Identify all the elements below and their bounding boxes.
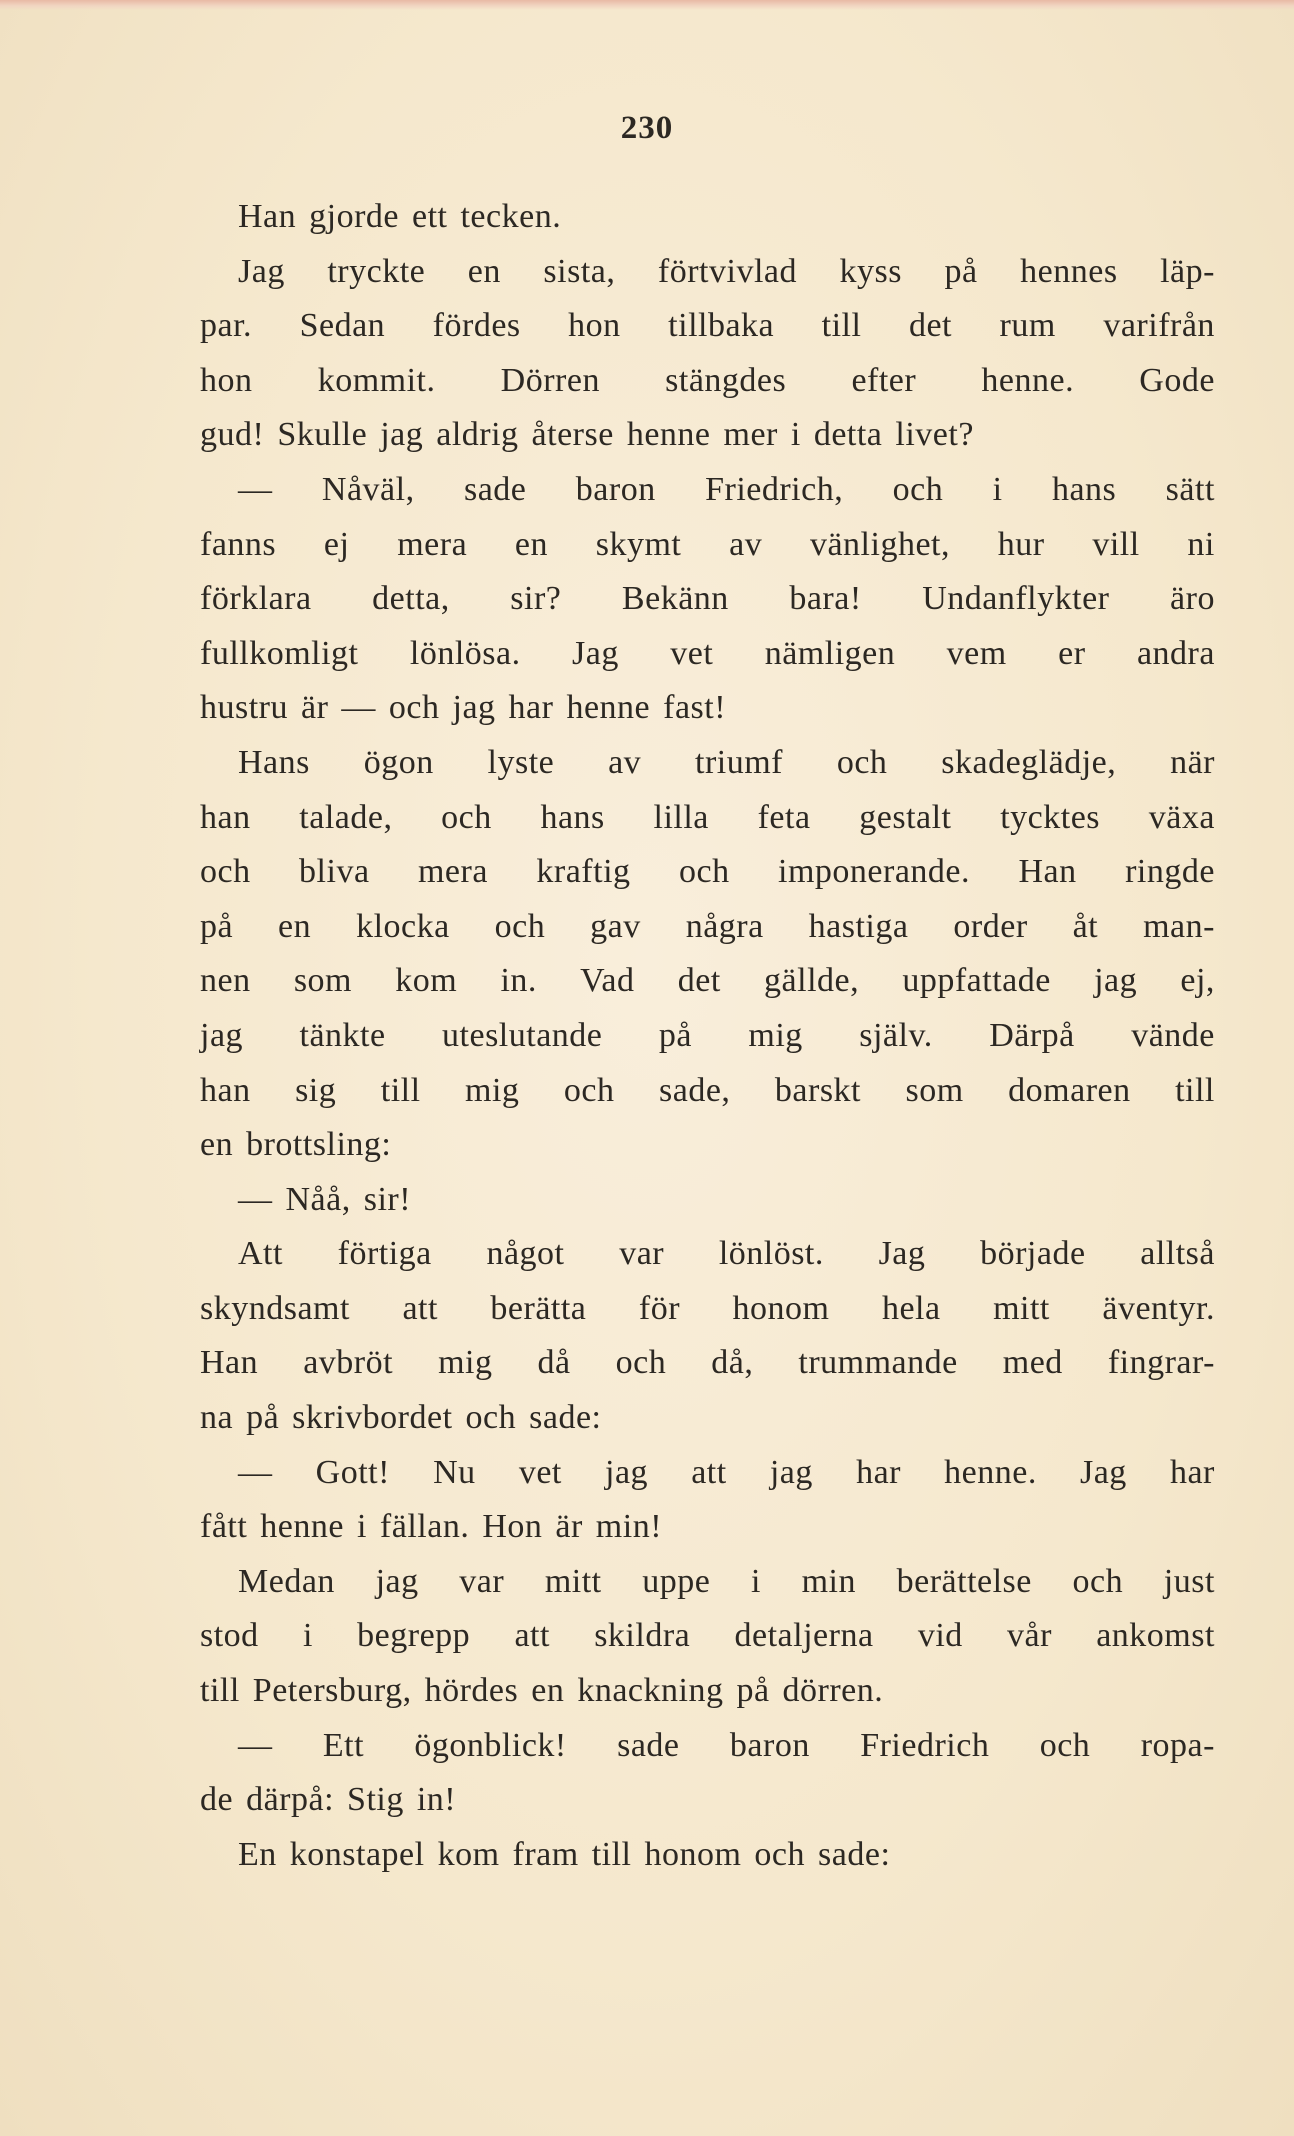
word: lilla	[653, 798, 709, 836]
word: ringde	[1125, 853, 1215, 891]
text-line	[200, 1009, 1215, 1064]
word: sade,	[659, 1071, 731, 1109]
word: tryckte	[327, 252, 426, 290]
word: sig	[295, 1071, 337, 1109]
word: ni	[1187, 525, 1215, 563]
word: baron	[729, 1726, 810, 1764]
word: det	[677, 962, 721, 1000]
word: och	[1072, 1562, 1124, 1600]
word: mig	[748, 1016, 803, 1054]
word: ej	[323, 525, 350, 563]
word: i	[750, 1562, 761, 1600]
word: Jag	[878, 1235, 926, 1273]
word: gällde,	[764, 962, 860, 1000]
word: kraftig	[536, 853, 631, 891]
word: trummande	[798, 1344, 958, 1382]
word: en	[467, 252, 501, 290]
word: efter	[851, 361, 917, 399]
word: sir?	[510, 580, 562, 618]
word: mera	[397, 525, 468, 563]
word: uppfattade	[902, 962, 1051, 1000]
word: några	[685, 907, 764, 945]
word: åt	[1072, 907, 1099, 945]
word: domaren	[1008, 1071, 1131, 1109]
word: vände	[1131, 1016, 1215, 1054]
word: jag	[375, 1562, 419, 1600]
word: Han	[200, 1344, 259, 1382]
word: Friedrich	[860, 1726, 990, 1764]
text-line: — Nåå, sir!	[238, 1180, 412, 1218]
word: läp-	[1160, 252, 1215, 290]
word: nämligen	[764, 634, 896, 672]
word: vill	[1092, 525, 1140, 563]
word: jag	[200, 1016, 244, 1054]
word: tänkte	[299, 1016, 386, 1054]
word: något	[486, 1235, 565, 1273]
word: bliva	[299, 853, 370, 891]
word: Jag	[572, 634, 619, 672]
word: uppe	[642, 1562, 711, 1600]
word: och	[200, 853, 251, 891]
text-line	[200, 518, 1215, 573]
word: lönlösa.	[409, 634, 521, 672]
word: alltså	[1140, 1235, 1215, 1273]
word: fanns	[200, 525, 277, 563]
text-line	[200, 845, 1215, 900]
word: och	[1039, 1726, 1091, 1764]
word: Sedan	[299, 307, 386, 345]
text-line	[200, 736, 1215, 791]
word: att	[514, 1617, 550, 1655]
word: vem	[946, 634, 1007, 672]
word: själv.	[859, 1016, 933, 1054]
word: bara!	[789, 580, 862, 618]
word: som	[905, 1071, 964, 1109]
word: och	[678, 853, 730, 891]
word: av	[608, 743, 642, 781]
word: då,	[711, 1344, 754, 1382]
text-line	[200, 245, 1215, 300]
word: ögon	[363, 743, 434, 781]
word: kyss	[839, 252, 902, 290]
word: äro	[1170, 580, 1215, 618]
word: barskt	[774, 1071, 861, 1109]
word: och	[441, 798, 492, 836]
word: Ett	[322, 1726, 365, 1764]
word: —	[238, 470, 273, 508]
word: ej,	[1180, 962, 1215, 1000]
text-line: hustru är — och jag har henne fast!	[200, 689, 727, 727]
word: sätt	[1165, 470, 1215, 508]
word: andra	[1136, 634, 1215, 672]
word: och	[615, 1344, 667, 1382]
word: imponerande.	[778, 853, 971, 891]
word: var	[619, 1235, 665, 1273]
word: rum	[999, 307, 1056, 345]
text-line: en brottsling:	[200, 1126, 392, 1164]
word: med	[1002, 1344, 1063, 1382]
word: gav	[590, 907, 641, 945]
word: kommit.	[317, 361, 436, 399]
text-line: gud! Skulle jag aldrig återse henne mer i detta livet?	[200, 416, 974, 454]
word: när	[1170, 743, 1215, 781]
word: och	[892, 470, 944, 508]
text-line	[200, 1719, 1215, 1774]
word: hur	[997, 525, 1045, 563]
word: ankomst	[1096, 1617, 1215, 1655]
word: hans	[1051, 470, 1117, 508]
word: min	[801, 1562, 856, 1600]
word: stod	[200, 1617, 259, 1655]
word: Bekänn	[621, 580, 729, 618]
word: —	[238, 1453, 273, 1491]
word: Dörren	[500, 361, 600, 399]
word: sista,	[543, 252, 616, 290]
word: henne.	[944, 1453, 1037, 1491]
word: det	[908, 307, 953, 345]
word: Friedrich,	[705, 470, 844, 508]
word: har	[1169, 1453, 1215, 1491]
word: berättelse	[896, 1562, 1032, 1600]
word: Medan	[238, 1562, 335, 1600]
text-line	[200, 354, 1215, 409]
word: Jag	[238, 252, 285, 290]
word: skildra	[594, 1617, 691, 1655]
page-number: 230	[620, 110, 674, 146]
word: avbröt	[303, 1344, 394, 1382]
word: lönlöst.	[718, 1235, 824, 1273]
word: till	[380, 1071, 421, 1109]
word: order	[953, 907, 1028, 945]
word: —	[238, 1726, 273, 1764]
word: par.	[200, 307, 253, 345]
word: hastiga	[808, 907, 909, 945]
text-line: till Petersburg, hördes en knackning på dörren.	[200, 1672, 884, 1710]
word: på	[944, 252, 978, 290]
word: till	[821, 307, 862, 345]
text-line: En konstapel kom fram till honom och sade:	[238, 1835, 891, 1873]
word: hans	[540, 798, 605, 836]
word: förklara	[200, 580, 312, 618]
word: Vad	[580, 962, 635, 1000]
text-line	[200, 627, 1215, 682]
word: kom	[395, 962, 458, 1000]
word: Gode	[1139, 361, 1215, 399]
word: vet	[518, 1453, 562, 1491]
word: förtvivlad	[657, 252, 797, 290]
word: tycktes	[1000, 798, 1101, 836]
word: gestalt	[859, 798, 952, 836]
word: jag	[1094, 962, 1138, 1000]
text-line	[200, 572, 1215, 627]
word: växa	[1148, 798, 1215, 836]
word: tillbaka	[668, 307, 775, 345]
word: in.	[500, 962, 537, 1000]
word: och	[836, 743, 888, 781]
word: skadeglädje,	[941, 743, 1117, 781]
word: fördes	[432, 307, 521, 345]
word: Undanflykter	[922, 580, 1110, 618]
word: skyndsamt	[200, 1289, 350, 1327]
word: klocka	[356, 907, 450, 945]
text-line: de därpå: Stig in!	[200, 1781, 457, 1819]
word: i	[992, 470, 1003, 508]
text-line	[200, 463, 1215, 518]
word: er	[1058, 634, 1086, 672]
word: jag	[605, 1453, 649, 1491]
word: av	[729, 525, 763, 563]
word: han	[200, 1071, 251, 1109]
word: vid	[917, 1617, 963, 1655]
word: förtiga	[337, 1235, 432, 1273]
word: just	[1163, 1562, 1215, 1600]
word: vänlighet,	[809, 525, 950, 563]
text-line	[200, 954, 1215, 1009]
word: hennes	[1020, 252, 1118, 290]
word: då	[537, 1344, 571, 1382]
text-line	[200, 1555, 1215, 1610]
word: Hans	[238, 743, 310, 781]
word: lyste	[487, 743, 555, 781]
text-line	[200, 1336, 1215, 1391]
text-line	[200, 1227, 1215, 1282]
body-text	[200, 190, 1215, 1882]
word: som	[293, 962, 353, 1000]
word: fullkomligt	[200, 634, 359, 672]
word: ropa-	[1140, 1726, 1215, 1764]
word: stängdes	[665, 361, 787, 399]
word: hela	[881, 1289, 941, 1327]
word: hon	[200, 361, 253, 399]
word: Nu	[433, 1453, 476, 1491]
text-line	[200, 900, 1215, 955]
text-line: na på skrivbordet och sade:	[200, 1399, 602, 1437]
word: man-	[1143, 907, 1215, 945]
word: uteslutande	[442, 1016, 603, 1054]
word: att	[691, 1453, 727, 1491]
word: på	[200, 907, 234, 945]
word: henne.	[981, 361, 1075, 399]
word: Han	[1018, 853, 1077, 891]
word: feta	[757, 798, 811, 836]
word: för	[638, 1289, 681, 1327]
text-line	[200, 1609, 1215, 1664]
word: jag	[769, 1453, 813, 1491]
word: mitt	[993, 1289, 1050, 1327]
word: Att	[238, 1235, 283, 1273]
word: skymt	[595, 525, 682, 563]
word: sade	[617, 1726, 680, 1764]
word: att	[402, 1289, 438, 1327]
word: Därpå	[989, 1016, 1075, 1054]
word: och	[494, 907, 546, 945]
word: ögonblick!	[414, 1726, 567, 1764]
word: mig	[438, 1344, 493, 1382]
word: begrepp	[357, 1617, 471, 1655]
word: han	[200, 798, 251, 836]
word: en	[278, 907, 312, 945]
word: triumf	[695, 743, 783, 781]
word: har	[856, 1453, 901, 1491]
text-line	[200, 791, 1215, 846]
word: Jag	[1079, 1453, 1127, 1491]
word: på	[658, 1016, 692, 1054]
word: vet	[670, 634, 714, 672]
word: detaljerna	[734, 1617, 874, 1655]
word: hon	[568, 307, 621, 345]
text-line	[200, 1446, 1215, 1501]
word: varifrån	[1103, 307, 1215, 345]
word: i	[302, 1617, 313, 1655]
word: mera	[417, 853, 488, 891]
word: och	[563, 1071, 615, 1109]
text-line	[200, 299, 1215, 354]
word: sade	[463, 470, 527, 508]
word: berätta	[490, 1289, 587, 1327]
word: Nåväl,	[321, 470, 415, 508]
word: till	[1175, 1071, 1215, 1109]
word: honom	[732, 1289, 830, 1327]
word: Gott!	[315, 1453, 390, 1491]
word: var	[459, 1562, 505, 1600]
word: detta,	[372, 580, 450, 618]
word: nen	[200, 962, 251, 1000]
text-line: Han gjorde ett tecken.	[238, 198, 562, 235]
word: talade,	[299, 798, 393, 836]
word: började	[980, 1235, 1086, 1273]
page-top-edge	[0, 0, 1294, 10]
word: vår	[1007, 1617, 1052, 1655]
word: en	[514, 525, 548, 563]
text-line	[200, 1282, 1215, 1337]
text-line	[200, 1064, 1215, 1119]
word: mig	[465, 1071, 520, 1109]
word: fingrar-	[1107, 1344, 1215, 1382]
word: baron	[575, 470, 656, 508]
word: äventyr.	[1102, 1289, 1215, 1327]
text-line: fått henne i fällan. Hon är min!	[200, 1508, 663, 1546]
word: mitt	[544, 1562, 602, 1600]
